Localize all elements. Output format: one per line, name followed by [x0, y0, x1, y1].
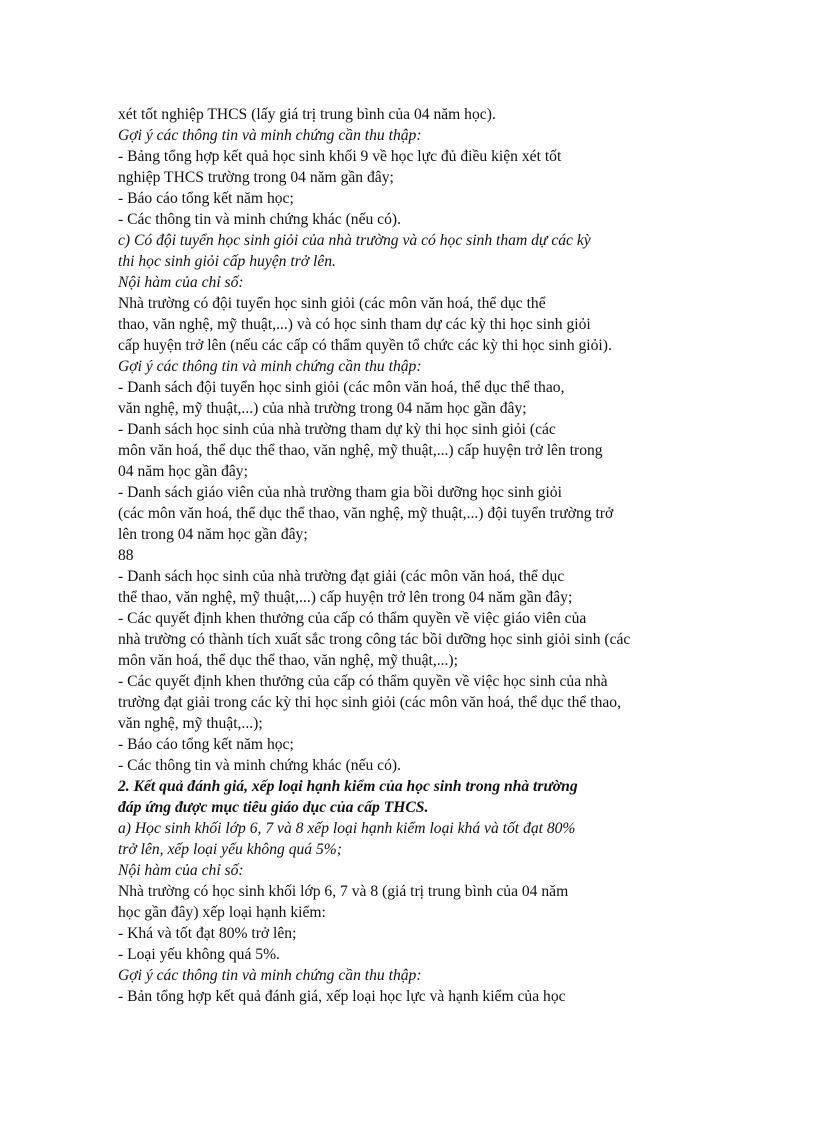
- page-number: 88: [118, 547, 134, 564]
- text-line: - Bản tổng hợp kết quả đánh giá, xếp loại học lực và hạnh kiểm của học: [118, 988, 566, 1005]
- text-line: môn văn hoá, thể dục thể thao, văn nghệ, mỹ thuật,...);: [118, 652, 458, 669]
- text-line: - Khá và tốt đạt 80% trở lên;: [118, 925, 297, 942]
- text-line: lên trong 04 năm học gần đây;: [118, 526, 308, 543]
- text-line: 2. Kết quả đánh giá, xếp loại hạnh kiểm của học sinh trong nhà trường: [118, 778, 578, 795]
- text-line: môn văn hoá, thể dục thể thao, văn nghệ, mỹ thuật,...) cấp huyện trở lên trong: [118, 442, 603, 459]
- text-line: thao, văn nghệ, mỹ thuật,...) và có học sinh tham dự các kỳ thi học sinh giỏi: [118, 316, 591, 333]
- text-line: - Danh sách giáo viên của nhà trường tham gia bồi dưỡng học sinh giỏi: [118, 484, 562, 501]
- text-line: cấp huyện trở lên (nếu các cấp có thẩm quyền tổ chức các kỳ thi học sinh giỏi).: [118, 337, 612, 354]
- text-line: - Báo cáo tổng kết năm học;: [118, 736, 294, 753]
- text-line: thi học sinh giỏi cấp huyện trở lên.: [118, 253, 336, 270]
- text-line: - Danh sách học sinh của nhà trường tham dự kỳ thi học sinh giỏi (các: [118, 421, 556, 438]
- text-line: - Các quyết định khen thưởng của cấp có thẩm quyền về việc học sinh của nhà: [118, 673, 608, 690]
- text-line: c) Có đội tuyển học sinh giỏi của nhà trường và có học sinh tham dự các kỳ: [118, 232, 591, 249]
- text-line: - Các thông tin và minh chứng khác (nếu có).: [118, 211, 401, 228]
- text-line: văn nghệ, mỹ thuật,...) của nhà trường trong 04 năm học gần đây;: [118, 400, 527, 417]
- text-line: xét tốt nghiệp THCS (lấy giá trị trung bình của 04 năm học).: [118, 106, 496, 123]
- text-line: Nội hàm của chỉ số:: [118, 274, 244, 291]
- text-line: - Báo cáo tổng kết năm học;: [118, 190, 294, 207]
- document-body: [118, 104, 718, 1007]
- text-line: đáp ứng được mục tiêu giáo dục của cấp THCS.: [118, 799, 429, 816]
- text-line: Nhà trường có đội tuyển học sinh giỏi (các môn văn hoá, thể dục thể: [118, 295, 546, 312]
- text-line: Gợi ý các thông tin và minh chứng cần thu thập:: [118, 127, 422, 144]
- text-line: a) Học sinh khối lớp 6, 7 và 8 xếp loại hạnh kiểm loại khá và tốt đạt 80%: [118, 820, 576, 837]
- text-line: - Loại yếu không quá 5%.: [118, 946, 280, 963]
- text-line: - Danh sách đội tuyển học sinh giỏi (các môn văn hoá, thể dục thể thao,: [118, 379, 565, 396]
- text-line: - Các thông tin và minh chứng khác (nếu có).: [118, 757, 401, 774]
- text-line: trường đạt giải trong các kỳ thi học sinh giỏi (các môn văn hoá, thể dục thể thao,: [118, 694, 621, 711]
- text-line: trở lên, xếp loại yếu không quá 5%;: [118, 841, 342, 858]
- text-line: Nhà trường có học sinh khối lớp 6, 7 và 8 (giá trị trung bình của 04 năm: [118, 883, 569, 900]
- text-line: nhà trường có thành tích xuất sắc trong công tác bồi dưỡng học sinh giỏi sinh (các: [118, 631, 631, 648]
- text-line: Nội hàm của chỉ số:: [118, 862, 244, 879]
- text-line: thể thao, văn nghệ, mỹ thuật,...) cấp huyện trở lên trong 04 năm gần đây;: [118, 589, 573, 606]
- text-line: (các môn văn hoá, thể dục thể thao, văn nghệ, mỹ thuật,...) đội tuyển trường trở: [118, 505, 614, 522]
- text-line: - Danh sách học sinh của nhà trường đạt giải (các môn văn hoá, thể dục: [118, 568, 565, 585]
- text-line: 04 năm học gần đây;: [118, 463, 248, 480]
- text-line: - Bảng tổng hợp kết quả học sinh khối 9 về học lực đủ điều kiện xét tốt: [118, 148, 562, 165]
- text-line: - Các quyết định khen thưởng của cấp có thẩm quyền về việc giáo viên của: [118, 610, 587, 627]
- text-line: Gợi ý các thông tin và minh chứng cần thu thập:: [118, 967, 422, 984]
- text-line: văn nghệ, mỹ thuật,...);: [118, 715, 263, 732]
- text-line: nghiệp THCS trường trong 04 năm gần đây;: [118, 169, 394, 186]
- text-line: học gần đây) xếp loại hạnh kiểm:: [118, 904, 326, 921]
- text-line: Gợi ý các thông tin và minh chứng cần thu thập:: [118, 358, 422, 375]
